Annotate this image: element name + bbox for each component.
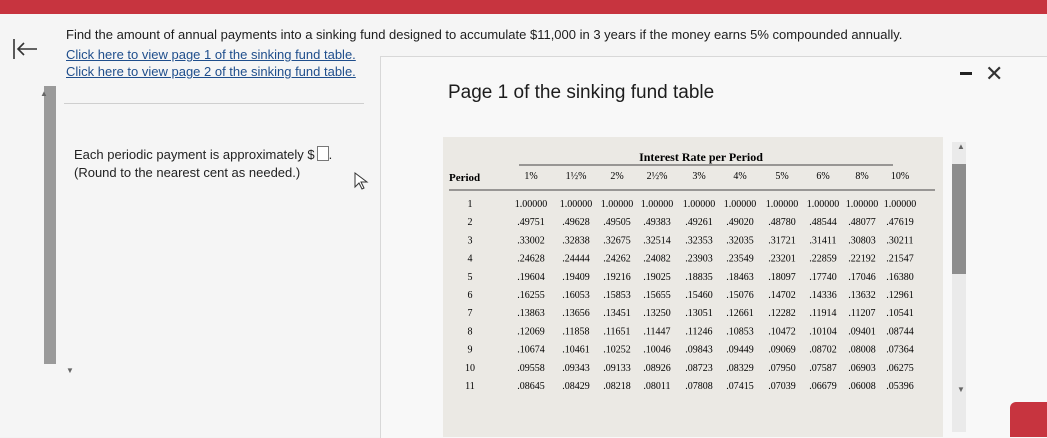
table-cell: .11858 xyxy=(562,326,590,338)
table-cell: 1.00000 xyxy=(765,199,799,210)
table-cell: .18463 xyxy=(726,271,754,283)
table-cell: .23201 xyxy=(768,253,796,265)
answer-prompt xyxy=(74,146,332,162)
table-cell: .19216 xyxy=(603,271,631,283)
table-cell: .15853 xyxy=(603,290,631,301)
table-cell: .24444 xyxy=(562,253,590,265)
table-cell: .19025 xyxy=(643,271,671,283)
table-cell: .32838 xyxy=(562,235,590,247)
question-text: Find the amount of annual payments into a sinking fund designed to accumulate $11,000 in 3 years if the money earns 5% compounded annually. xyxy=(66,27,903,42)
table-cell: .08645 xyxy=(517,381,545,392)
table-cell: .48077 xyxy=(848,217,876,229)
round-instruction: (Round to the nearest cent as needed.) xyxy=(74,165,301,180)
table-cell: .32675 xyxy=(603,235,631,247)
period-cell: 3 xyxy=(467,235,473,247)
table-cell: .19604 xyxy=(517,271,545,283)
table-cell: .49020 xyxy=(726,217,754,229)
table-cell: .13051 xyxy=(685,308,713,320)
table-cell: .06275 xyxy=(886,362,914,374)
table-cell: .12661 xyxy=(726,308,754,320)
rate-header: 1% xyxy=(524,171,538,182)
table-cell: .14702 xyxy=(768,290,796,301)
table-cell: .10674 xyxy=(517,344,545,356)
table-cell: 1.00000 xyxy=(883,199,917,210)
table-cell: .32035 xyxy=(726,235,754,247)
table-cell: .15655 xyxy=(643,290,671,301)
table-cell: 1.00000 xyxy=(845,199,879,210)
table-cell: .11246 xyxy=(685,326,713,338)
table-cell: .12961 xyxy=(886,290,914,301)
table-cell: .24082 xyxy=(643,253,671,265)
period-header: Period xyxy=(449,172,481,184)
table-cell: .48544 xyxy=(809,217,837,229)
table-cell: .12069 xyxy=(517,326,545,338)
left-scrollbar[interactable] xyxy=(44,86,56,364)
table-cell: .10461 xyxy=(562,344,590,356)
table-cell: .09401 xyxy=(848,326,876,338)
table-cell: .07808 xyxy=(685,381,713,392)
table-cell: .06679 xyxy=(809,381,837,392)
table-cell: .09069 xyxy=(768,344,796,356)
answer-suffix: . xyxy=(328,147,333,162)
popup-scroll-up-icon[interactable]: ▲ xyxy=(957,142,965,151)
table-cell: .12282 xyxy=(768,308,796,320)
table-cell: .10472 xyxy=(768,326,796,338)
table-cell: .05396 xyxy=(886,381,914,392)
rate-header: 2% xyxy=(610,171,624,182)
table-cell: .08744 xyxy=(886,326,914,338)
scroll-up-icon[interactable]: ▲ xyxy=(40,89,48,98)
table-cell: .11914 xyxy=(809,308,837,320)
table-cell: .11447 xyxy=(643,326,671,338)
period-cell: 9 xyxy=(467,344,473,356)
table-cell: .23549 xyxy=(726,253,754,265)
table-cell: .17740 xyxy=(809,271,837,283)
corner-decoration xyxy=(1010,402,1047,437)
table-cell: .08011 xyxy=(643,381,671,392)
table-cell: .21547 xyxy=(886,253,914,265)
table-caption: Interest Rate per Period xyxy=(639,150,763,164)
table-cell: .08702 xyxy=(809,344,837,356)
answer-prompt-label: Each periodic payment is approximately $ xyxy=(74,147,315,162)
table-cell: .08329 xyxy=(726,362,754,374)
table-cell: .49505 xyxy=(603,217,631,229)
table-cell: .06903 xyxy=(848,362,876,374)
table-cell: .24262 xyxy=(603,253,631,265)
table-cell: .13632 xyxy=(848,290,876,301)
top-banner xyxy=(0,0,1047,14)
table-cell: .14336 xyxy=(809,290,837,301)
table-cell: .13863 xyxy=(517,308,545,320)
table-cell: .49628 xyxy=(562,217,590,229)
table-cell: 1.00000 xyxy=(723,199,757,210)
table-cell: .30211 xyxy=(886,235,914,247)
table-cell: .16255 xyxy=(517,290,545,301)
table-cell: .08008 xyxy=(848,344,876,356)
table-cell: .31721 xyxy=(768,235,796,247)
rate-header: 10% xyxy=(890,171,910,182)
table-cell: .09558 xyxy=(517,362,545,374)
minimize-icon[interactable] xyxy=(960,72,972,75)
table-cell: .19409 xyxy=(562,271,590,283)
table-cell: .22192 xyxy=(848,253,876,265)
table-cell: .23903 xyxy=(685,253,713,265)
table-page2-link[interactable]: Click here to view page 2 of the sinking fund table. xyxy=(66,64,356,79)
table-cell: 1.00000 xyxy=(640,199,674,210)
mouse-cursor-icon xyxy=(354,172,370,190)
table-cell: .13250 xyxy=(643,308,671,320)
period-cell: 11 xyxy=(465,381,475,392)
popup-scrollbar-thumb[interactable] xyxy=(952,164,966,274)
back-arrow-icon[interactable] xyxy=(12,38,38,60)
table-cell: .10252 xyxy=(603,344,631,356)
table-cell: .15076 xyxy=(726,290,754,301)
table-cell: 1.00000 xyxy=(682,199,716,210)
table-cell: .10046 xyxy=(643,344,671,356)
table-cell: 1.00000 xyxy=(806,199,840,210)
table-cell: .18097 xyxy=(768,271,796,283)
popup-scroll-down-icon[interactable]: ▼ xyxy=(957,385,965,394)
period-cell: 10 xyxy=(465,362,475,374)
period-cell: 4 xyxy=(467,253,473,265)
table-cell: .08429 xyxy=(562,381,590,392)
table-cell: .31411 xyxy=(809,235,837,247)
close-icon[interactable]: ✕ xyxy=(985,61,1004,86)
table-cell: .17046 xyxy=(848,271,876,283)
rate-header: 4% xyxy=(733,171,747,182)
table-cell: .07364 xyxy=(886,344,914,356)
divider xyxy=(64,103,364,104)
rate-header: 6% xyxy=(816,171,830,182)
table-cell: .10541 xyxy=(886,308,914,320)
table-cell: .10853 xyxy=(726,326,754,338)
period-cell: 8 xyxy=(467,326,473,338)
period-cell: 2 xyxy=(467,217,473,229)
table-cell: .10104 xyxy=(809,326,837,338)
table-cell: .13451 xyxy=(603,308,631,320)
table-cell: .30803 xyxy=(848,235,876,247)
table-cell: .06008 xyxy=(848,381,876,392)
period-cell: 6 xyxy=(467,290,473,301)
table-cell: .15460 xyxy=(685,290,713,301)
period-cell: 7 xyxy=(467,308,473,320)
table-cell: .22859 xyxy=(809,253,837,265)
rate-header: 5% xyxy=(775,171,789,182)
period-cell: 1 xyxy=(467,199,473,210)
rate-header: 2½% xyxy=(646,171,668,182)
period-cell: 5 xyxy=(467,271,473,283)
table-cell: .07587 xyxy=(809,362,837,374)
table-cell: .11651 xyxy=(603,326,631,338)
scroll-down-icon[interactable]: ▼ xyxy=(66,366,74,375)
rate-header: 8% xyxy=(855,171,869,182)
table-cell: .16380 xyxy=(886,271,914,283)
rate-header: 1½% xyxy=(565,171,587,182)
answer-input[interactable] xyxy=(317,146,329,161)
rate-header: 3% xyxy=(692,171,706,182)
table-cell: .32353 xyxy=(685,235,713,247)
table-cell: .49261 xyxy=(685,217,713,229)
table-cell: .47619 xyxy=(886,217,914,229)
sinking-fund-table xyxy=(443,137,943,437)
table-cell: .18835 xyxy=(685,271,713,283)
table-cell: .09133 xyxy=(603,362,631,374)
table-cell: .13656 xyxy=(562,308,590,320)
table-cell: 1.00000 xyxy=(514,199,548,210)
table-cell: .08218 xyxy=(603,381,631,392)
table-cell: .07039 xyxy=(768,381,796,392)
table-cell: 1.00000 xyxy=(559,199,593,210)
table-cell: .24628 xyxy=(517,253,545,265)
table-cell: .08723 xyxy=(685,362,713,374)
table-cell: .49383 xyxy=(643,217,671,229)
table-cell: .48780 xyxy=(768,217,796,229)
table-cell: .33002 xyxy=(517,235,545,247)
table-cell: .32514 xyxy=(643,235,671,247)
table-cell: .08926 xyxy=(643,362,671,374)
table-cell: 1.00000 xyxy=(600,199,634,210)
table-cell: .09843 xyxy=(685,344,713,356)
table-cell: .11207 xyxy=(848,308,876,320)
table-cell: .07950 xyxy=(768,362,796,374)
table-cell: .07415 xyxy=(726,381,754,392)
table-cell: .16053 xyxy=(562,290,590,301)
sinking-fund-table-svg xyxy=(443,137,943,437)
table-cell: .09343 xyxy=(562,362,590,374)
popup-title: Page 1 of the sinking fund table xyxy=(448,82,715,103)
table-cell: .49751 xyxy=(517,217,545,229)
table-page1-link[interactable]: Click here to view page 1 of the sinking fund table. xyxy=(66,47,356,62)
table-cell: .09449 xyxy=(726,344,754,356)
